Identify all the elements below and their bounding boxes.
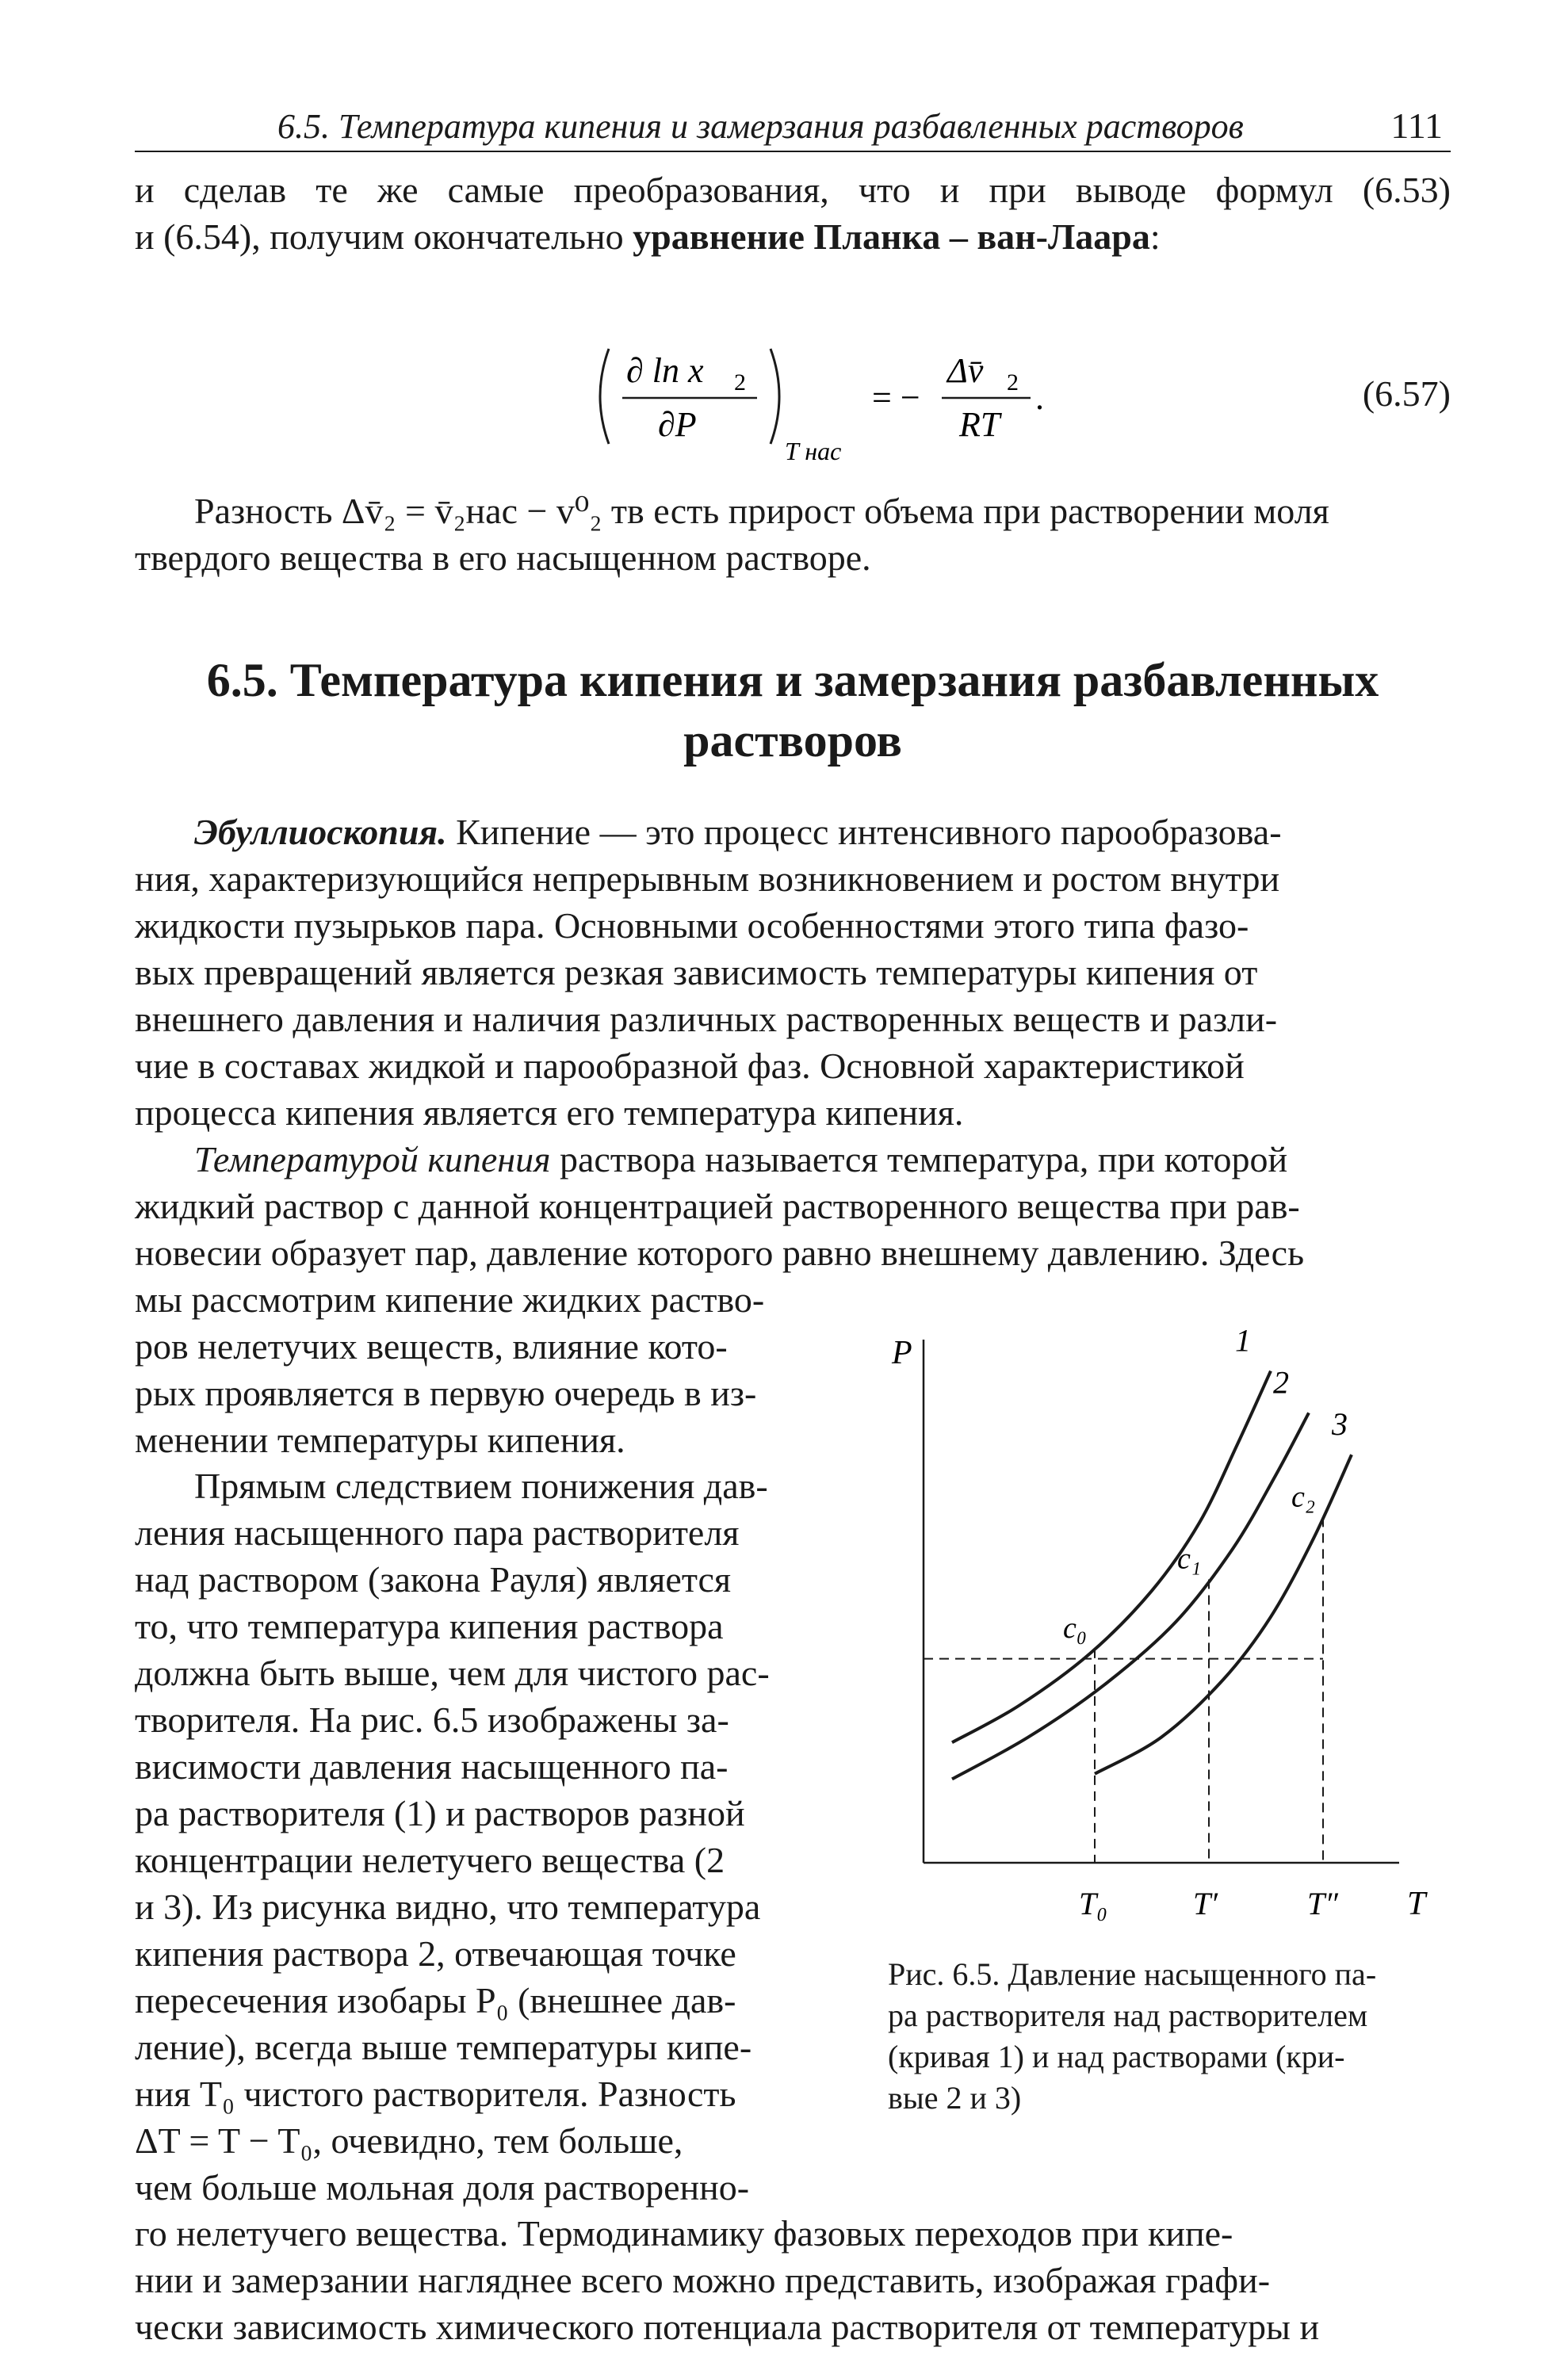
p3-narrow-14: ΔT = T − T₀, очевидно, тем больше, <box>135 2120 683 2161</box>
p3-narrow-12: ление), всегда выше температуры кипе- <box>135 2027 752 2067</box>
caption-line-4: вые 2 и 3) <box>888 2080 1022 2116</box>
equation-period: . <box>1035 378 1044 417</box>
caption-line-1: Рис. 6.5. Давление насыщенного па- <box>888 1956 1377 1992</box>
point-label-0: c₀ <box>1063 1611 1088 1645</box>
equals-minus: = − <box>872 378 920 417</box>
curve-label-1: 1 <box>1235 1322 1251 1359</box>
difference-text <box>135 487 1451 581</box>
intro-line-1: и сделав те же самые преобразования, что и при выводе формул (6.53) <box>135 170 1451 210</box>
difference-line-1: Разность Δv̄₂ = v̄₂нас − v⁰₂ тв есть прирост объема при растворении моля <box>194 491 1329 531</box>
p3-narrow-2: над раствором (закона Рауля) является <box>135 1559 732 1600</box>
difference-line-2: твердого вещества в его насыщенном растворе. <box>135 537 871 578</box>
p1-line-1: ния, характеризующийся непрерывным возникновением и ростом внутри <box>135 858 1280 899</box>
lhs-subscript: T нас <box>785 437 842 465</box>
section-title-line-1: 6.5. Температура кипения и замерзания разбавленных <box>206 654 1379 706</box>
p2-narrow-2: рых проявляется в первую очередь в из- <box>135 1373 757 1413</box>
paragraph-raoult-consequence <box>135 1462 848 2211</box>
rhs-numerator: Δv̄ <box>947 351 984 390</box>
x-tick-label-2: T″ <box>1307 1886 1338 1921</box>
paragraph-raoult-consequence-full <box>135 2210 1451 2350</box>
p3-full-0: го нелетучего вещества. Термодинамику фазовых переходов при кипе- <box>135 2213 1233 2254</box>
section-title <box>135 650 1451 770</box>
curve-2 <box>952 1413 1309 1779</box>
x-tick-label-1: T′ <box>1193 1886 1218 1921</box>
p3-narrow-3: то, что температура кипения раствора <box>135 1606 724 1646</box>
caption-line-2: ра растворителя над растворителем <box>888 1998 1368 2033</box>
equation-number: (6.57) <box>1362 373 1451 414</box>
ebullioscopy-term: Эбуллиоскопия. <box>194 812 447 852</box>
p3-full-1: нии и замерзании нагляднее всего можно представить, изображая графи- <box>135 2260 1271 2300</box>
x-axis-label: T <box>1407 1886 1426 1922</box>
running-head <box>135 103 1451 152</box>
paragraph-boiling-definition-narrow <box>135 1276 848 1463</box>
section-title-line-2: растворов <box>683 714 902 767</box>
p3-narrow-1: ления насыщенного пара растворителя <box>135 1512 740 1553</box>
figure-caption <box>888 1954 1451 2119</box>
p2-line-1: жидкий раствор с данной концентрацией растворенного вещества при рав- <box>135 1186 1300 1226</box>
p1-line-0: Эбуллиоскопия. Кипение — это процесс интенсивного парообразова- <box>194 812 1282 852</box>
p1-line-5: чие в составах жидкой и парообразной фаз. Основной характеристикой <box>135 1046 1245 1086</box>
p1-line-3: вых превращений является резкая зависимость температуры кипения от <box>135 952 1258 992</box>
curve-label-2: 2 <box>1273 1364 1289 1401</box>
x-tick-label-0: T₀ <box>1079 1886 1108 1921</box>
rhs-numerator-sub: 2 <box>1007 369 1019 396</box>
paragraph-boiling-definition <box>135 1136 1451 1276</box>
page-number: 111 <box>1390 105 1443 146</box>
planck-van-laar-term: уравнение Планка – ван-Лаара <box>633 216 1150 257</box>
rhs-denominator: RT <box>959 405 1000 444</box>
p2-narrow-3: менении температуры кипения. <box>135 1420 625 1460</box>
paragraph-ebullioscopy <box>135 809 1451 1136</box>
p3-narrow-4: должна быть выше, чем для чистого рас- <box>135 1653 770 1693</box>
p2-narrow-1: ров нелетучих веществ, влияние кото- <box>135 1326 728 1367</box>
intro-line-2 <box>135 213 1451 260</box>
p3-narrow-8: концентрации нелетучего вещества (2 <box>135 1840 725 1880</box>
pressure-temperature-chart <box>880 1300 1451 1950</box>
p3-narrow-5: творителя. На рис. 6.5 изображены за- <box>135 1699 729 1740</box>
left-paren <box>600 349 609 444</box>
p3-narrow-10: кипения раствора 2, отвечающая точке <box>135 1933 736 1974</box>
lhs-numerator: ∂ ln x <box>626 351 704 390</box>
p1-line-6: процесса кипения является его температура кипения. <box>135 1092 964 1133</box>
equation-6-57 <box>587 333 1451 476</box>
right-paren <box>771 349 779 444</box>
p3-narrow-6: висимости давления насыщенного па- <box>135 1746 729 1787</box>
curve-1 <box>952 1371 1271 1743</box>
curve-label-3: 3 <box>1332 1406 1348 1443</box>
p2-line-2: новесии образует пар, давление которого равно внешнему давлению. Здесь <box>135 1233 1305 1273</box>
point-label-1: c₁ <box>1177 1542 1202 1576</box>
p2-narrow-0: мы рассмотрим кипение жидких раство- <box>135 1279 765 1320</box>
p1-line-4: внешнего давления и наличия различных растворенных веществ и разли- <box>135 999 1278 1039</box>
intro-line-2-end: : <box>1149 216 1161 257</box>
boiling-temperature-term: Температурой кипения <box>194 1139 551 1179</box>
intro-line-2-start: и (6.54), получим окончательно <box>135 216 633 257</box>
y-axis-label: P <box>892 1335 912 1371</box>
lhs-numerator-sub: 2 <box>734 369 746 396</box>
p3-narrow-7: ра растворителя (1) и растворов разной <box>135 1793 745 1833</box>
p3-narrow-13: ния T₀ чистого растворителя. Разность <box>135 2074 736 2114</box>
p3-narrow-9: и 3). Из рисунка видно, что температура <box>135 1887 761 1927</box>
point-label-2: c₂ <box>1291 1480 1316 1514</box>
equation-graphic <box>587 333 1062 476</box>
p3-full-2: чески зависимость химического потенциала растворителя от температуры и <box>135 2307 1320 2347</box>
caption-line-3: (кривая 1) и над растворами (кри- <box>888 2039 1345 2074</box>
running-head-title: 6.5. Температура кипения и замерзания разбавленных растворов <box>277 107 1244 146</box>
p3-narrow-11: пересечения изобары P₀ (внешнее дав- <box>135 1980 736 2021</box>
lhs-denominator: ∂P <box>658 405 697 444</box>
p1-line-2: жидкости пузырьков пара. Основными особенностями этого типа фазо- <box>135 905 1249 946</box>
p3-narrow-15: чем больше мольная доля растворенно- <box>135 2167 750 2208</box>
p2-line-0: Температурой кипения раствора называется температура, при которой <box>194 1139 1288 1179</box>
p3-narrow-0: Прямым следствием понижения дав- <box>194 1466 768 1506</box>
intro-text <box>135 166 1451 260</box>
figure-6-5 <box>880 1300 1451 2005</box>
